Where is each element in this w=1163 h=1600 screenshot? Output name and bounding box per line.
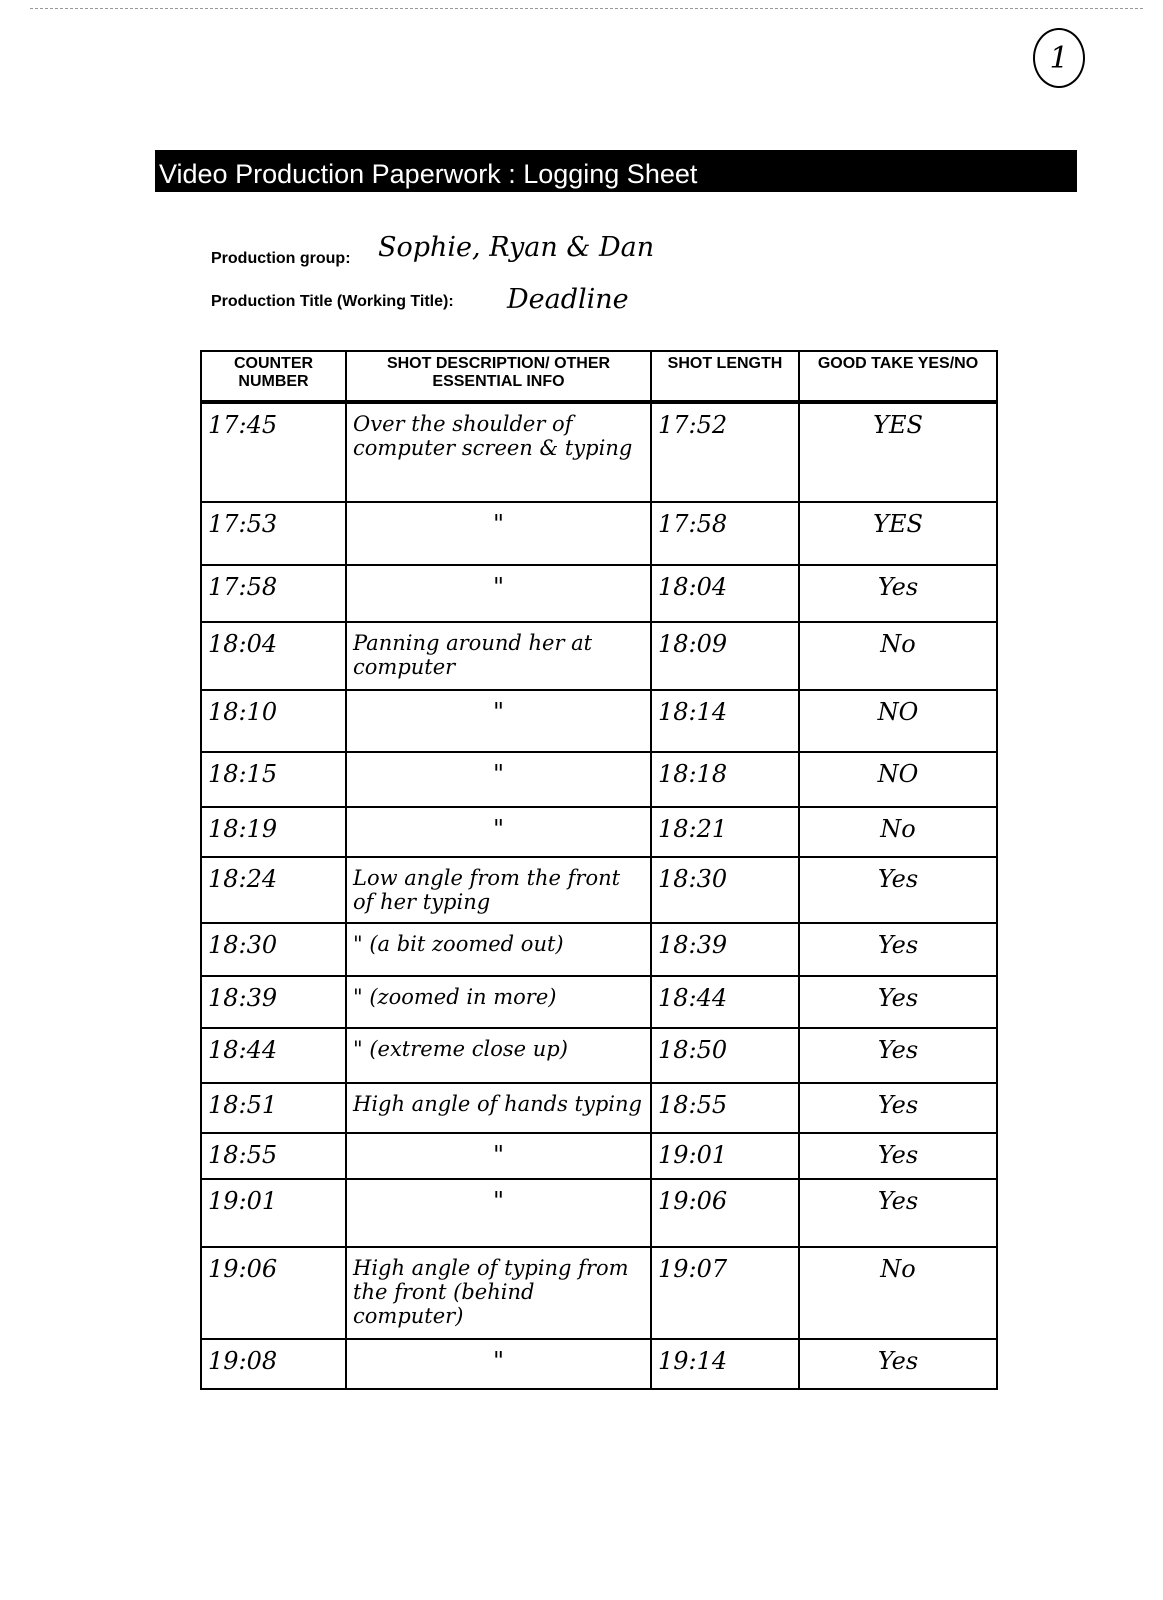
header-shot-length: SHOT LENGTH (651, 351, 799, 402)
description-cell: " (346, 502, 651, 565)
table-row (201, 857, 997, 923)
header-counter-number: COUNTER NUMBER (201, 351, 346, 402)
good-take-cell: Yes (799, 1179, 997, 1247)
table-row (201, 1247, 997, 1339)
shot-length-cell: 18:44 (651, 976, 799, 1028)
good-take-cell: Yes (799, 1133, 997, 1179)
shot-length-cell: 17:52 (651, 402, 799, 502)
counter-cell: 17:45 (201, 402, 346, 502)
counter-cell: 19:06 (201, 1247, 346, 1339)
good-take-cell: Yes (799, 1028, 997, 1083)
counter-cell: 18:30 (201, 923, 346, 976)
table-row (201, 622, 997, 690)
table-header (201, 351, 997, 402)
table-row (201, 976, 997, 1028)
table-row (201, 565, 997, 622)
description-cell: " (346, 1133, 651, 1179)
counter-cell: 18:44 (201, 1028, 346, 1083)
shot-length-cell: 17:58 (651, 502, 799, 565)
description-cell: High angle of typing from the front (behind computer) (346, 1247, 651, 1339)
page-number: 1 (1033, 28, 1085, 88)
description-cell: " (346, 807, 651, 857)
counter-cell: 19:08 (201, 1339, 346, 1389)
description-cell: " (346, 1179, 651, 1247)
shot-length-cell: 18:30 (651, 857, 799, 923)
shot-length-cell: 18:55 (651, 1083, 799, 1133)
shot-length-cell: 18:18 (651, 752, 799, 807)
good-take-cell: Yes (799, 565, 997, 622)
counter-cell: 18:15 (201, 752, 346, 807)
description-cell: High angle of hands typing (346, 1083, 651, 1133)
description-cell: " (346, 690, 651, 752)
shot-length-cell: 18:09 (651, 622, 799, 690)
production-title-value: Deadline (507, 284, 629, 315)
good-take-cell: YES (799, 502, 997, 565)
shot-length-cell: 19:07 (651, 1247, 799, 1339)
shot-length-cell: 18:21 (651, 807, 799, 857)
description-cell: " (346, 565, 651, 622)
counter-cell: 18:04 (201, 622, 346, 690)
production-title-label: Production Title (Working Title): (211, 293, 454, 310)
counter-cell: 17:58 (201, 565, 346, 622)
table-row (201, 1339, 997, 1389)
table-row (201, 807, 997, 857)
description-cell: " (a bit zoomed out) (346, 923, 651, 976)
good-take-cell: Yes (799, 1083, 997, 1133)
shot-length-cell: 18:50 (651, 1028, 799, 1083)
counter-cell: 17:53 (201, 502, 346, 565)
table-row (201, 502, 997, 565)
good-take-cell: Yes (799, 857, 997, 923)
table-row (201, 923, 997, 976)
shot-length-cell: 18:39 (651, 923, 799, 976)
table-row (201, 752, 997, 807)
good-take-cell: NO (799, 690, 997, 752)
description-cell: " (extreme close up) (346, 1028, 651, 1083)
counter-cell: 18:10 (201, 690, 346, 752)
counter-cell: 18:24 (201, 857, 346, 923)
good-take-cell: No (799, 622, 997, 690)
shot-length-cell: 19:06 (651, 1179, 799, 1247)
table-row (201, 1028, 997, 1083)
good-take-cell: Yes (799, 923, 997, 976)
shot-length-cell: 18:04 (651, 565, 799, 622)
counter-cell: 18:51 (201, 1083, 346, 1133)
table-row (201, 1083, 997, 1133)
good-take-cell: Yes (799, 1339, 997, 1389)
counter-cell: 18:19 (201, 807, 346, 857)
good-take-cell: NO (799, 752, 997, 807)
shot-length-cell: 19:01 (651, 1133, 799, 1179)
good-take-cell: No (799, 807, 997, 857)
counter-cell: 19:01 (201, 1179, 346, 1247)
logging-table (200, 350, 998, 1390)
production-group-label: Production group: (211, 250, 351, 267)
table-row (201, 1133, 997, 1179)
description-cell: Low angle from the front of her typing (346, 857, 651, 923)
counter-cell: 18:55 (201, 1133, 346, 1179)
description-cell: Panning around her at computer (346, 622, 651, 690)
description-cell: Over the shoulder of computer screen & typing (346, 402, 651, 502)
description-cell: " (zoomed in more) (346, 976, 651, 1028)
description-cell: " (346, 1339, 651, 1389)
sheet-title: Video Production Paperwork : Logging Sheet (155, 150, 1077, 192)
table-row (201, 1179, 997, 1247)
good-take-cell: YES (799, 402, 997, 502)
shot-length-cell: 19:14 (651, 1339, 799, 1389)
table-row (201, 402, 997, 502)
scan-edge-line (30, 8, 1143, 9)
header-good-take: GOOD TAKE YES/NO (799, 351, 997, 402)
production-group-value: Sophie, Ryan & Dan (378, 232, 655, 263)
good-take-cell: Yes (799, 976, 997, 1028)
description-cell: " (346, 752, 651, 807)
shot-length-cell: 18:14 (651, 690, 799, 752)
good-take-cell: No (799, 1247, 997, 1339)
table-row (201, 690, 997, 752)
header-shot-description: SHOT DESCRIPTION/ OTHER ESSENTIAL INFO (346, 351, 651, 402)
counter-cell: 18:39 (201, 976, 346, 1028)
